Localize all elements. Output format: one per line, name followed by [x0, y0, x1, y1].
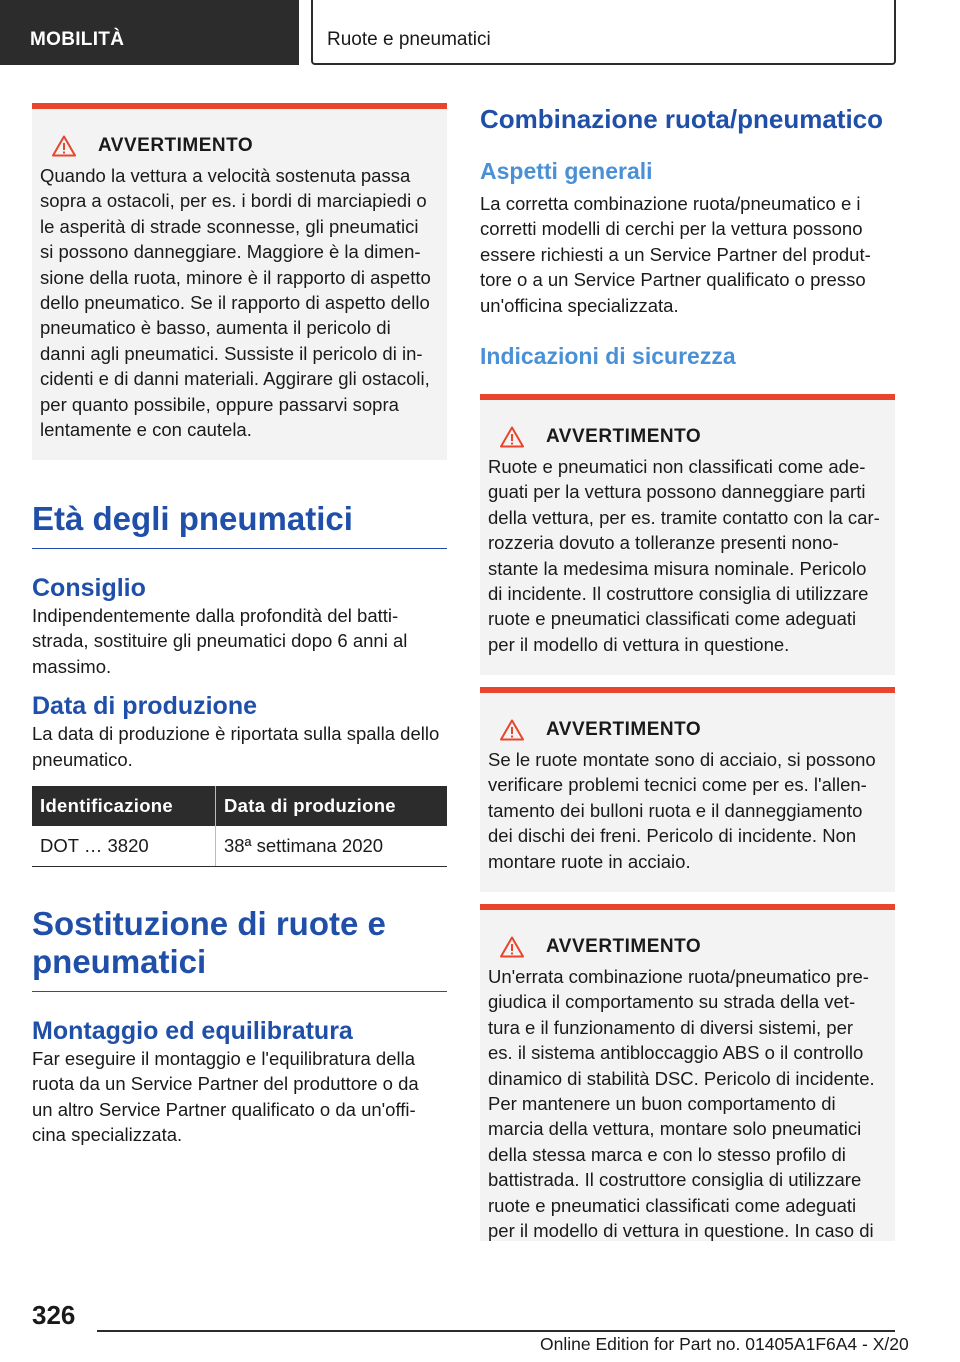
table-row — [32, 826, 447, 867]
warning-title: AVVERTIMENTO — [546, 936, 702, 958]
section-title-replacement: Sostituzione di ruote e pneumatici — [32, 905, 447, 992]
general-text: La corretta combinazione ruota/pneumatico e i corretti modelli di cerchi per la vettura possono essere richiesti a un Service Partner del produt‐ tore o a un Service Partner qualificato o presso un'officina specializzata. — [480, 193, 871, 316]
page-number: 326 — [32, 1300, 76, 1330]
warning-triangle-icon — [500, 426, 524, 448]
mounting-text: Far eseguire il montaggio e l'equilibratura della ruota da un Service Partner del produttore o da un altro Service Partner qualificato o da un'offi‐ cina specializzata. — [32, 1048, 419, 1146]
warning-box — [480, 904, 895, 1241]
table-cell: 38ª settimana 2020 — [216, 826, 448, 867]
warning-text: Se le ruote montate sono di acciaio, si possono verificare problemi tecnici come per es. l'allen‐ tamento dei bulloni ruota e il danneggiamento dei dischi dei freni. Pericolo di incidente. Non montare ruote in acciaio. — [488, 749, 876, 872]
table-header-row — [32, 786, 447, 826]
warning-triangle-icon — [500, 719, 524, 741]
header-chapter-title: Ruote e pneumatici — [311, 0, 896, 65]
warning-text: Quando la vettura a velocità sostenuta passa sopra a ostacoli, per es. i bordi di marciapiedi o le asperità di strade sconnesse, gli pneumatici si possono danneggiare. Maggiore è la dimen‐ sione della ruota, minore è il rapporto di aspetto dello pneumatico. Se il rapporto di aspetto dello pneumatico è basso, aumenta il pericolo di danni agli pneumatici. Sussiste il pericolo di in‐ cidenti e di danni materiali. Aggirare gli ostacoli, per quanto possibile, oppure passarvi sopra lentamente e con cautela. — [40, 165, 431, 441]
production-date-text: La data di produzione è riportata sulla spalla dello pneumatico. — [32, 723, 440, 770]
subsection-title-production-date: Data di produzione — [32, 692, 257, 721]
warning-box — [480, 687, 895, 892]
warning-title: AVVERTIMENTO — [546, 719, 702, 741]
subsection-title-advice: Consiglio — [32, 574, 146, 602]
subsection-title-mounting: Montaggio ed equilibratura — [32, 1017, 353, 1046]
warning-title: AVVERTIMENTO — [98, 135, 254, 156]
warning-text: Ruote e pneumatici non classificati come ade‐ guati per la vettura possono danneggiare parti della vettura, per es. tramite contatto con la car‐ rozzeria dovuto a tolleranze presenti nono‐ stante la medesima misura nominale. Pericolo di incidente. Il costruttore consiglia di utilizzare ruote e pneumatici classificati come adeguati per il modello di vettura in questione. — [488, 456, 880, 655]
table-header-cell: Data di produzione — [216, 786, 448, 826]
subsection-title-general: Aspetti generali — [480, 158, 653, 184]
table-cell: DOT … 3820 — [32, 826, 216, 867]
table-header-cell: Identificazione — [32, 786, 216, 826]
warning-box — [480, 394, 895, 675]
warning-box — [32, 103, 447, 460]
warning-title: AVVERTIMENTO — [546, 426, 702, 448]
subsection-title-safety: Indicazioni di sicurezza — [480, 343, 736, 370]
section-title-tire-age: Età degli pneumatici — [32, 500, 447, 549]
warning-triangle-icon — [52, 135, 76, 157]
production-date-table — [32, 786, 447, 867]
footer-edition-text: Online Edition for Part no. 01405A1F6A4 - X/20 — [540, 1334, 909, 1354]
header-section-label: MOBILITÀ — [0, 0, 299, 65]
warning-text: Un'errata combinazione ruota/pneumatico pre‐ giudica il comportamento su strada della vet‐ tura e il funzionamento di diversi sistemi, per es. il sistema antibloccaggio ABS o il controllo dinamico di stabilità DSC. Pericolo di incidente. Per mantenere un buon comportamento di marcia della vettura, montare solo pneumatici della stessa marca e con lo stesso profilo di battistrada. Il costruttore consiglia di utilizzare ruote e pneumatici classificati come adeguati per il modello di vettura in questione. In caso di — [488, 966, 875, 1242]
right-column — [480, 103, 895, 1241]
advice-text: Indipendentemente dalla profondità del batti‐ strada, sostituire gli pneumatici dopo 6 anni al massimo. — [32, 605, 408, 677]
section-title-combination: Combinazione ruota/pneumatico — [480, 104, 884, 134]
warning-triangle-icon — [500, 936, 524, 958]
footer-divider — [97, 1330, 895, 1332]
left-column — [32, 103, 447, 1148]
